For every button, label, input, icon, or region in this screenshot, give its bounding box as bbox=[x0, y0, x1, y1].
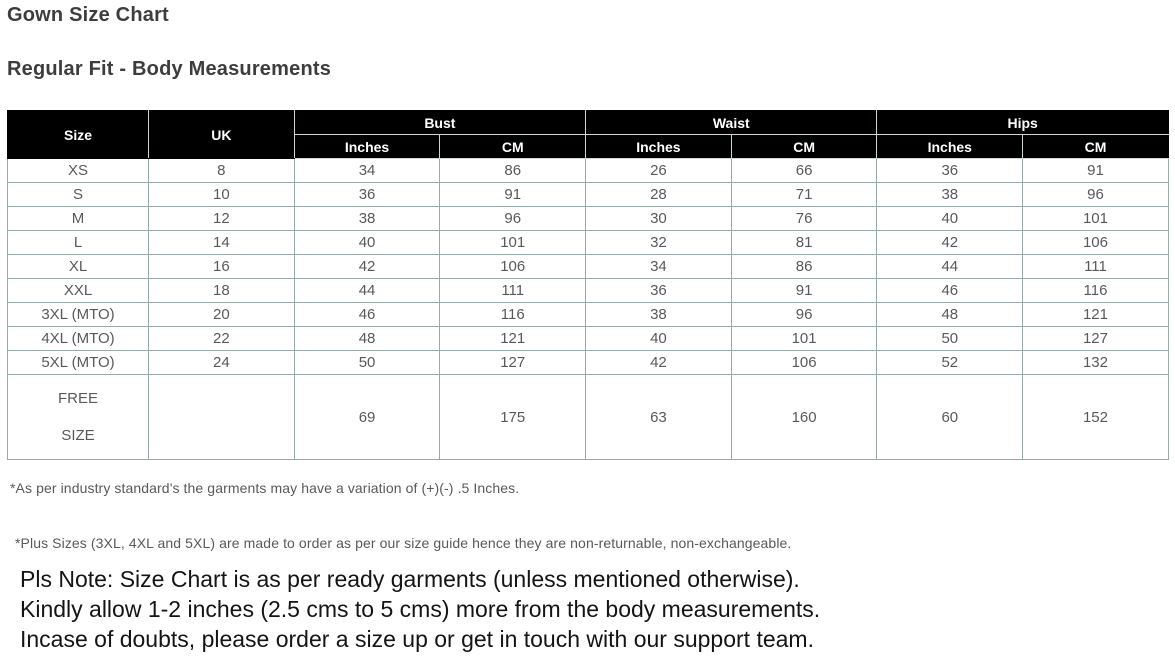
size-cell-line: FREE bbox=[57, 389, 98, 407]
measurement-cell: 116 bbox=[440, 303, 586, 327]
size-chart-table bbox=[7, 110, 1169, 460]
header-hips-cm: CM bbox=[1023, 135, 1169, 159]
measurement-cell: 71 bbox=[731, 183, 877, 207]
measurement-cell: 50 bbox=[877, 327, 1023, 351]
size-cell-line: SIZE bbox=[61, 426, 95, 444]
measurement-cell: 16 bbox=[149, 255, 295, 279]
measurement-cell: 160 bbox=[731, 375, 877, 460]
measurement-cell: 96 bbox=[1023, 183, 1169, 207]
measurement-cell: 36 bbox=[294, 183, 440, 207]
size-cell: 5XL (MTO) bbox=[8, 351, 149, 375]
measurement-cell: 24 bbox=[149, 351, 295, 375]
measurement-cell: 14 bbox=[149, 231, 295, 255]
header-hips: Hips bbox=[877, 111, 1168, 135]
note-line: Kindly allow 1-2 inches (2.5 cms to 5 cms) more from the body measurements. bbox=[20, 596, 821, 622]
table-row bbox=[8, 231, 1169, 255]
table-row bbox=[8, 255, 1169, 279]
measurement-cell: 132 bbox=[1023, 351, 1169, 375]
measurement-cell: 34 bbox=[294, 159, 440, 183]
header-uk: UK bbox=[149, 111, 295, 159]
header-size: Size bbox=[8, 111, 149, 159]
measurement-cell: 175 bbox=[440, 375, 586, 460]
header-waist-cm: CM bbox=[731, 135, 877, 159]
measurement-cell: 18 bbox=[149, 279, 295, 303]
table-row bbox=[8, 207, 1169, 231]
measurement-cell: 12 bbox=[149, 207, 295, 231]
measurement-cell: 106 bbox=[1023, 231, 1169, 255]
measurement-cell: 63 bbox=[586, 375, 732, 460]
size-cell: M bbox=[8, 207, 149, 231]
table-header bbox=[8, 111, 1169, 159]
size-cell: 3XL (MTO) bbox=[8, 303, 149, 327]
header-bust-cm: CM bbox=[440, 135, 586, 159]
size-cell: 4XL (MTO) bbox=[8, 327, 149, 351]
measurement-cell: 111 bbox=[440, 279, 586, 303]
page-subtitle: Regular Fit - Body Measurements bbox=[7, 58, 332, 80]
table-row bbox=[8, 375, 1169, 460]
measurement-cell: 38 bbox=[294, 207, 440, 231]
measurement-cell: 52 bbox=[877, 351, 1023, 375]
measurement-cell: 26 bbox=[586, 159, 732, 183]
table-row bbox=[8, 303, 1169, 327]
size-cell: S bbox=[8, 183, 149, 207]
measurement-cell: 48 bbox=[877, 303, 1023, 327]
measurement-cell: 96 bbox=[731, 303, 877, 327]
size-cell: XL bbox=[8, 255, 149, 279]
measurement-cell: 101 bbox=[440, 231, 586, 255]
table-row bbox=[8, 183, 1169, 207]
measurement-cell: 48 bbox=[294, 327, 440, 351]
measurement-cell: 86 bbox=[440, 159, 586, 183]
measurement-cell: 40 bbox=[877, 207, 1023, 231]
measurement-cell: 10 bbox=[149, 183, 295, 207]
page-title: Gown Size Chart bbox=[7, 4, 169, 26]
measurement-cell: 8 bbox=[149, 159, 295, 183]
measurement-cell: 40 bbox=[294, 231, 440, 255]
size-cell bbox=[8, 375, 149, 460]
measurement-cell: 36 bbox=[586, 279, 732, 303]
measurement-cell: 127 bbox=[440, 351, 586, 375]
measurement-cell: 28 bbox=[586, 183, 732, 207]
footnote-plus-sizes: *Plus Sizes (3XL, 4XL and 5XL) are made to order as per our size guide hence they are non-returnable, non-exchangeable. bbox=[15, 535, 792, 551]
measurement-cell: 44 bbox=[877, 255, 1023, 279]
measurement-cell: 106 bbox=[440, 255, 586, 279]
measurement-cell: 44 bbox=[294, 279, 440, 303]
measurement-cell: 101 bbox=[731, 327, 877, 351]
measurement-cell: 42 bbox=[586, 351, 732, 375]
measurement-cell: 50 bbox=[294, 351, 440, 375]
note-line: Pls Note: Size Chart is as per ready garments (unless mentioned otherwise). bbox=[20, 566, 800, 592]
header-bust: Bust bbox=[294, 111, 585, 135]
measurement-cell: 42 bbox=[294, 255, 440, 279]
size-cell: L bbox=[8, 231, 149, 255]
measurement-cell: 22 bbox=[149, 327, 295, 351]
header-bust-inches: Inches bbox=[294, 135, 440, 159]
measurement-cell: 96 bbox=[440, 207, 586, 231]
measurement-cell: 152 bbox=[1023, 375, 1169, 460]
header-hips-inches: Inches bbox=[877, 135, 1023, 159]
footnote-variation: *As per industry standard's the garments may have a variation of (+)(-) .5 Inches. bbox=[10, 480, 520, 496]
note-block bbox=[20, 564, 1175, 654]
note-line: Incase of doubts, please order a size up or get in touch with our support team. bbox=[20, 626, 814, 652]
table-body bbox=[8, 159, 1169, 460]
measurement-cell: 101 bbox=[1023, 207, 1169, 231]
measurement-cell: 91 bbox=[731, 279, 877, 303]
measurement-cell: 116 bbox=[1023, 279, 1169, 303]
measurement-cell: 30 bbox=[586, 207, 732, 231]
header-waist: Waist bbox=[586, 111, 877, 135]
table-row bbox=[8, 159, 1169, 183]
measurement-cell: 46 bbox=[294, 303, 440, 327]
size-cell: XS bbox=[8, 159, 149, 183]
measurement-cell bbox=[149, 375, 295, 460]
measurement-cell: 127 bbox=[1023, 327, 1169, 351]
measurement-cell: 111 bbox=[1023, 255, 1169, 279]
measurement-cell: 69 bbox=[294, 375, 440, 460]
measurement-cell: 20 bbox=[149, 303, 295, 327]
measurement-cell: 38 bbox=[877, 183, 1023, 207]
table-row bbox=[8, 351, 1169, 375]
measurement-cell: 86 bbox=[731, 255, 877, 279]
measurement-cell: 81 bbox=[731, 231, 877, 255]
table-row bbox=[8, 279, 1169, 303]
size-cell: XXL bbox=[8, 279, 149, 303]
measurement-cell: 60 bbox=[877, 375, 1023, 460]
measurement-cell: 66 bbox=[731, 159, 877, 183]
measurement-cell: 38 bbox=[586, 303, 732, 327]
header-row-groups bbox=[8, 111, 1169, 135]
measurement-cell: 76 bbox=[731, 207, 877, 231]
measurement-cell: 34 bbox=[586, 255, 732, 279]
header-waist-inches: Inches bbox=[586, 135, 732, 159]
measurement-cell: 106 bbox=[731, 351, 877, 375]
measurement-cell: 121 bbox=[440, 327, 586, 351]
measurement-cell: 46 bbox=[877, 279, 1023, 303]
measurement-cell: 91 bbox=[1023, 159, 1169, 183]
measurement-cell: 121 bbox=[1023, 303, 1169, 327]
table-row bbox=[8, 327, 1169, 351]
measurement-cell: 36 bbox=[877, 159, 1023, 183]
measurement-cell: 32 bbox=[586, 231, 732, 255]
measurement-cell: 91 bbox=[440, 183, 586, 207]
measurement-cell: 42 bbox=[877, 231, 1023, 255]
measurement-cell: 40 bbox=[586, 327, 732, 351]
